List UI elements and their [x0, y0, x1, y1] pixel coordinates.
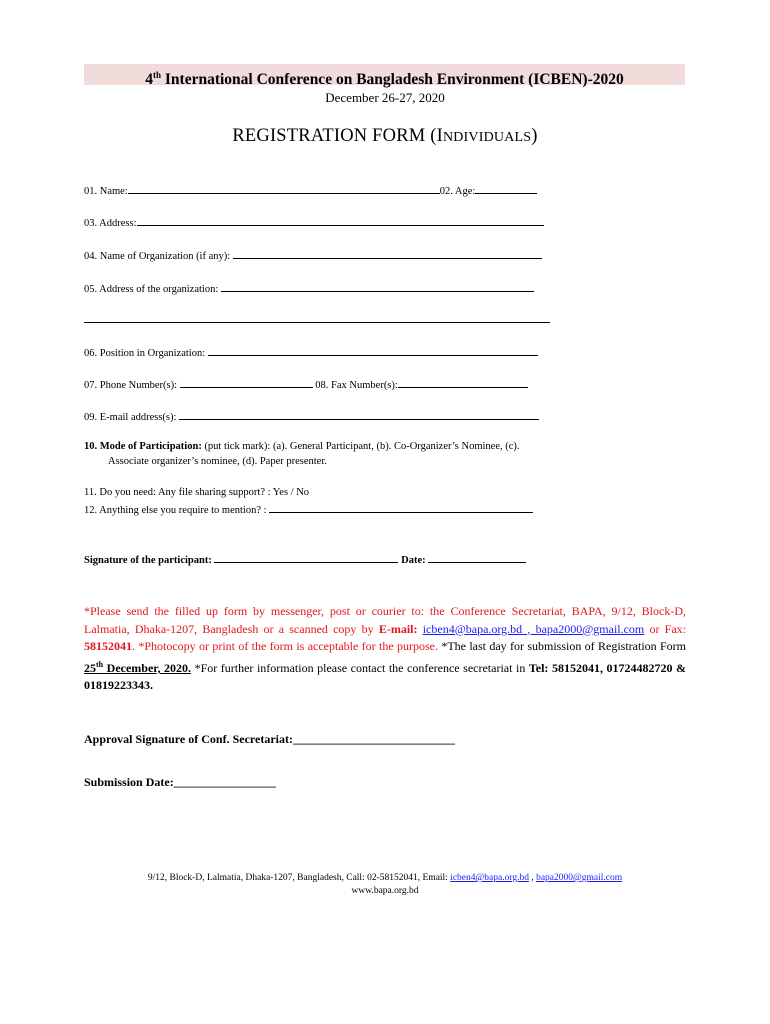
signature-label: Signature of the participant:	[84, 555, 212, 566]
footer	[0, 872, 770, 898]
org-address-field[interactable]	[221, 281, 534, 292]
phone-label: 07. Phone Number(s):	[84, 380, 178, 391]
mode-options-cont: Associate organizer’s nominee, (d). Paper presenter.	[108, 456, 327, 467]
mode-label: 10. Mode of Participation:	[84, 441, 202, 452]
tel-numbers: 58152041, 01724482720 & 01819223343.	[84, 660, 686, 693]
form-title	[0, 126, 770, 147]
form-title-smallcaps: NDIVIDUALS	[442, 130, 532, 145]
age-field[interactable]	[475, 183, 537, 194]
footer-address-line	[0, 872, 770, 885]
deadline-month-year: December, 2020.	[103, 660, 192, 675]
org-name-label: 04. Name of Organization (if any):	[84, 251, 231, 262]
form-title-end: )	[531, 126, 538, 146]
submission-date-row	[84, 775, 276, 790]
date-label: Date:	[401, 555, 426, 566]
date-field[interactable]	[428, 552, 526, 563]
mode-row	[84, 441, 520, 452]
email-link-bapa[interactable]: bapa2000@gmail.com	[535, 621, 645, 636]
phone-field[interactable]	[180, 377, 313, 388]
email-field[interactable]	[179, 409, 539, 420]
conference-dates: December 26-27, 2020	[325, 90, 445, 105]
email-separator: ,	[522, 621, 536, 636]
address-row	[84, 215, 544, 229]
other-requirements-label: 12. Anything else you require to mention? :	[84, 505, 267, 516]
name-label: 01. Name:	[84, 186, 128, 197]
org-address-row	[84, 281, 534, 295]
footer-email-separator: ,	[528, 873, 537, 883]
org-address-label: 05. Address of the organization:	[84, 284, 219, 295]
submission-date-field[interactable]: _________________	[173, 775, 276, 789]
email-label-red: E-mail:	[378, 621, 418, 636]
tel-label: Tel:	[528, 660, 549, 675]
other-requirements-row	[84, 502, 533, 516]
name-age-row	[84, 183, 537, 197]
fax-field[interactable]	[398, 377, 528, 388]
email-link-icben[interactable]: icben4@bapa.org.bd	[422, 621, 523, 636]
fax-number: 58152041	[84, 639, 132, 654]
photocopy-note: . *Photocopy or print of the form is acceptable for the purpose.	[132, 639, 438, 654]
position-label: 06. Position in Organization:	[84, 348, 206, 359]
position-row	[84, 345, 538, 359]
org-name-field[interactable]	[233, 248, 542, 259]
title-ordinal: th	[153, 70, 162, 80]
footer-address: 9/12, Block-D, Lalmatia, Dhaka-1207, Bangladesh, Call: 02-58152041, Email:	[147, 873, 451, 883]
email-row	[84, 409, 539, 423]
approval-signature-field[interactable]: ___________________________	[293, 732, 455, 746]
submission-instructions	[84, 603, 686, 695]
file-sharing-question: 11. Do you need: Any file sharing support? : Yes / No	[84, 487, 310, 498]
signature-row	[84, 552, 526, 566]
fax-label: or Fax:	[644, 621, 687, 636]
fax-label: 08. Fax Number(s):	[315, 380, 398, 391]
instructions-text: *Please send the filled up form by messenger, post or courier to: the Conference Secretariat, BAPA, 9/12, Block-D, Lalmatia, Dhaka-1207, Bangladesh or a scanned copy by	[84, 604, 686, 636]
approval-row	[84, 732, 455, 747]
org-address-field-line2[interactable]	[84, 322, 550, 323]
signature-field[interactable]	[214, 552, 398, 563]
name-field[interactable]	[128, 183, 440, 194]
conference-title	[84, 64, 685, 91]
email-label: 09. E-mail address(s):	[84, 412, 177, 423]
mode-options: (put tick mark): (a). General Participant, (b). Co-Organizer’s Nominee, (c).	[201, 441, 520, 452]
submission-date-label: Submission Date:	[84, 775, 174, 789]
deadline-date	[84, 661, 191, 675]
approval-label: Approval Signature of Conf. Secretariat:	[84, 732, 293, 746]
footer-website[interactable]: www.bapa.org.bd	[351, 886, 419, 896]
footer-email-bapa[interactable]: bapa2000@gmail.com	[536, 873, 623, 883]
address-field[interactable]	[137, 215, 544, 226]
footer-email-icben[interactable]: icben4@bapa.org.bd	[450, 873, 529, 883]
deadline-text: *The last day for submission of Registration Form	[437, 639, 687, 654]
contact-text: *For further information please contact the conference secretariat in	[191, 660, 529, 675]
org-name-row	[84, 248, 542, 262]
deadline-day: 25	[84, 660, 96, 675]
age-label: 02. Age:	[439, 186, 476, 197]
other-requirements-field[interactable]	[269, 502, 533, 513]
position-field[interactable]	[208, 345, 538, 356]
title-number: 4	[145, 71, 153, 89]
phone-fax-row	[84, 377, 528, 391]
title-text: International Conference on Bangladesh Environment (ICBEN)-2020	[161, 71, 624, 89]
deadline-ordinal: th	[96, 659, 104, 669]
address-label: 03. Address:	[84, 218, 137, 229]
form-title-main: REGISTRATION FORM (I	[232, 126, 443, 146]
